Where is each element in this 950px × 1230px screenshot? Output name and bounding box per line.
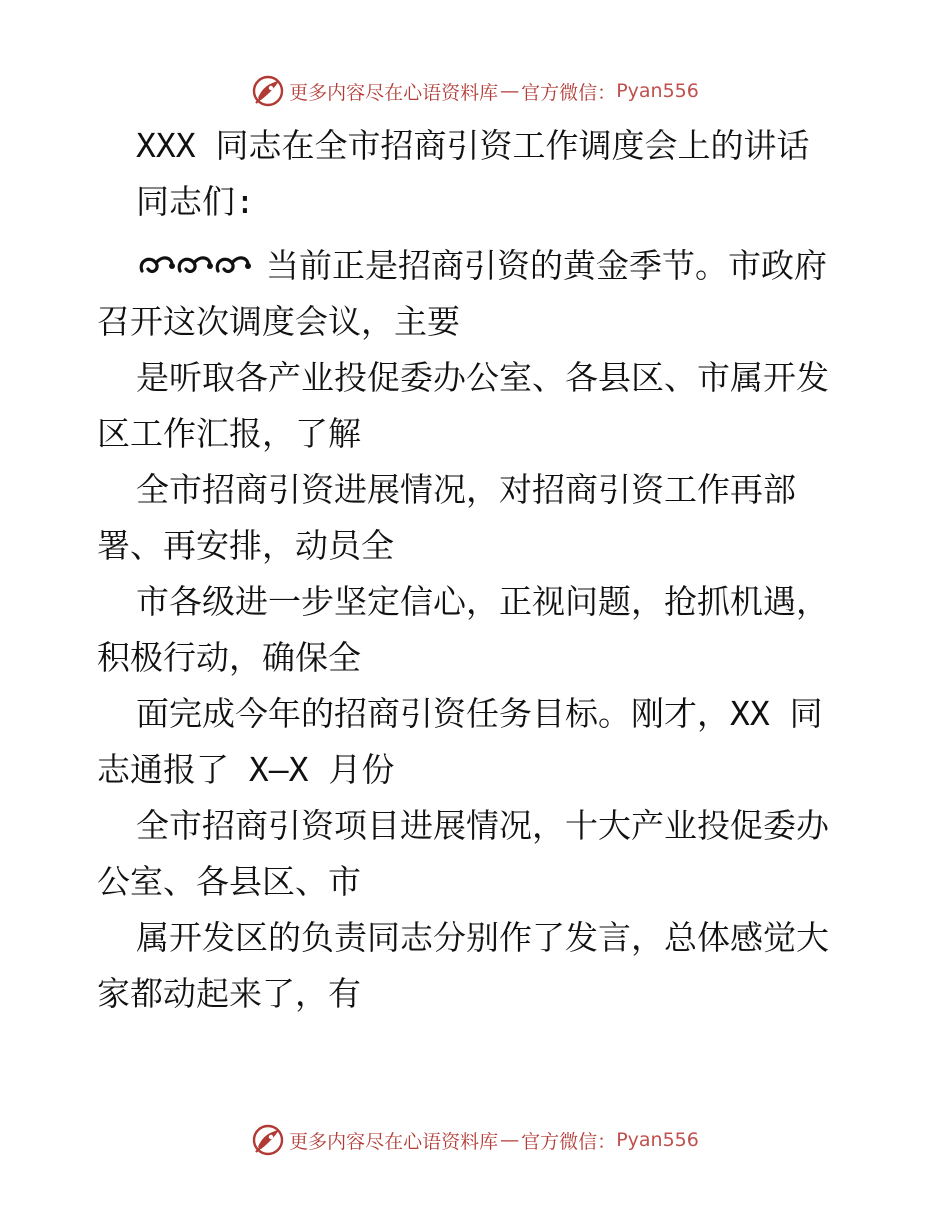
paragraph-line: 署、再安排，动员全 <box>97 526 394 565</box>
footer-slogan: 更多内容尽在心语资料库 <box>289 1130 499 1153</box>
paragraph-line: 全市招商引资进展情况，对招商引资工作再部 <box>136 470 796 509</box>
footer-banner <box>0 1120 950 1160</box>
paragraph-line: 家都动起来了，有 <box>97 974 361 1013</box>
header-slogan: 更多内容尽在心语资料库 <box>289 81 499 104</box>
paragraph-line: 全市招商引资项目进展情况，十大产业投促委办 <box>136 806 829 845</box>
paragraph-line: 公室、各县区、市 <box>97 862 361 901</box>
header-dash: — <box>500 80 520 102</box>
document-body <box>97 118 857 1022</box>
header-banner <box>0 71 950 111</box>
pen-nib-logo-icon <box>251 1123 285 1157</box>
paragraph-line: 召开这次调度会议，主要 <box>97 302 460 341</box>
paragraph-line: 面完成今年的招商引资任务目标。刚才，XX 同 <box>136 694 823 733</box>
header-wechat-id: Pyan556 <box>616 80 699 102</box>
footer-wechat-id: Pyan556 <box>616 1129 699 1151</box>
paragraph-text: 当前正是招商引资的黄金季节。市政府 <box>266 246 827 285</box>
pen-nib-logo-icon <box>251 74 285 108</box>
paragraph-line: 是听取各产业投促委办公室、各县区、市属开发 <box>136 358 829 397</box>
footer-wechat-label: 官方微信： <box>521 1130 617 1153</box>
salutation: 同志们: <box>136 182 255 221</box>
paragraph-line <box>97 238 857 294</box>
fleuron-ornament-icon <box>136 249 258 279</box>
paragraph-line: 市各级进一步坚定信心，正视问题，抢抓机遇， <box>136 582 829 621</box>
footer-dash: — <box>500 1129 520 1151</box>
document-title: XXX 同志在全市招商引资工作调度会上的讲话 <box>136 126 810 165</box>
paragraph-line: 志通报了 X—X 月份 <box>97 750 395 789</box>
header-wechat-label: 官方微信： <box>521 81 617 104</box>
paragraph-line: 区工作汇报，了解 <box>97 414 361 453</box>
paragraph-line: 属开发区的负责同志分别作了发言，总体感觉大 <box>136 918 829 957</box>
paragraph-line: 积极行动，确保全 <box>97 638 361 677</box>
